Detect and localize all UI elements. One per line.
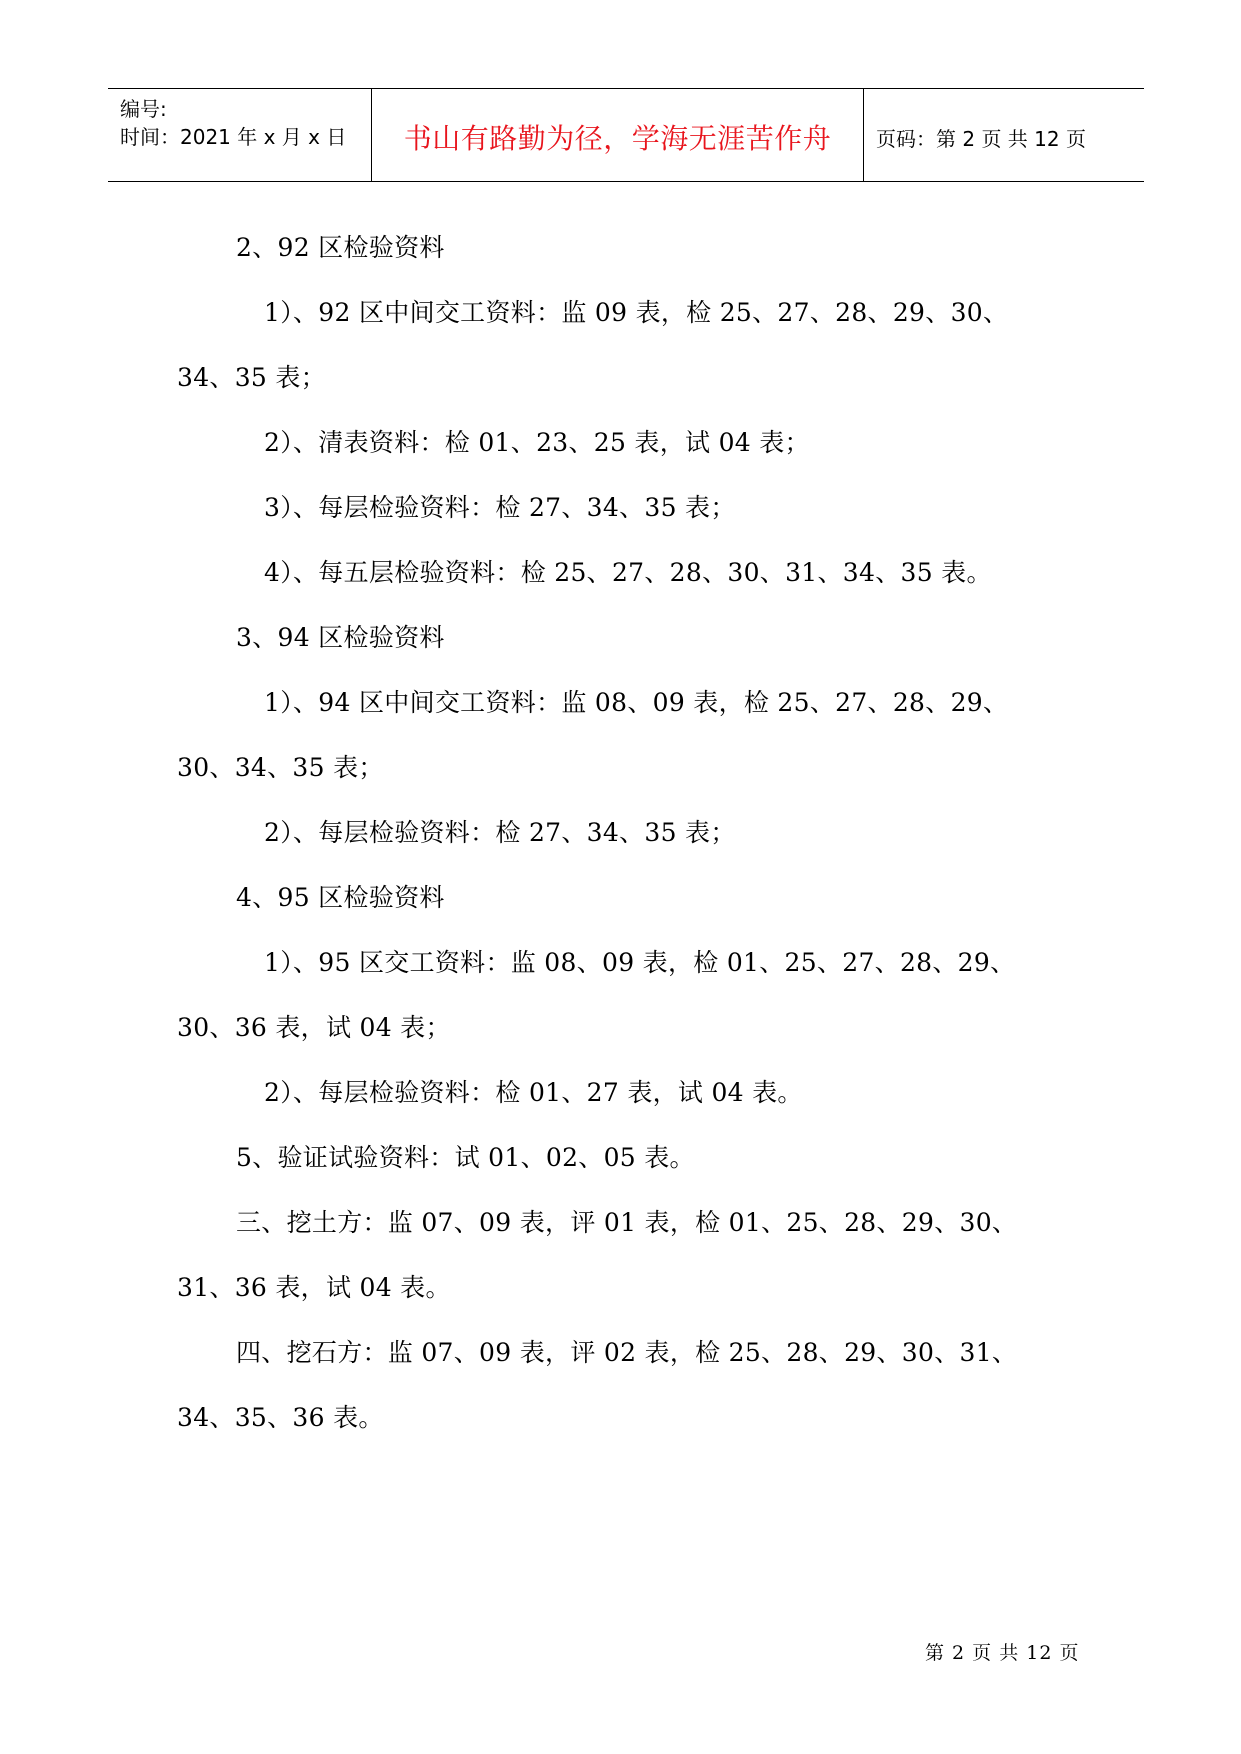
header-info-cell	[108, 89, 372, 181]
body-line: 2）、每层检验资料：检 01、27 表，试 04 表。	[264, 1078, 803, 1107]
page-code: 页码：第 2 页 共 12 页	[876, 127, 1086, 151]
body-line: 31、36 表，试 04 表。	[177, 1273, 451, 1302]
page-header	[108, 88, 1144, 182]
page-footer: 第 2 页 共 12 页	[925, 1642, 1080, 1664]
body-line: 四、挖石方：监 07、09 表，评 02 表，检 25、28、29、30、31、	[236, 1338, 1018, 1367]
body-line: 2）、每层检验资料：检 27、34、35 表；	[264, 818, 736, 847]
body-line: 2、92 区检验资料	[236, 233, 445, 262]
body-line: 4、95 区检验资料	[236, 883, 445, 912]
time-label: 时间：2021 年 x 月 x 日	[120, 125, 347, 149]
body-line: 1）、92 区中间交工资料：监 09 表，检 25、27、28、29、30、	[264, 298, 1009, 327]
body-line: 2）、清表资料：检 01、23、25 表，试 04 表；	[264, 428, 810, 457]
body-line: 3）、每层检验资料：检 27、34、35 表；	[264, 493, 736, 522]
motto-text: 书山有路勤为径，学海无涯苦作舟	[403, 122, 832, 155]
body-line: 1）、95 区交工资料：监 08、09 表，检 01、25、27、28、29、	[264, 948, 1016, 977]
body-line: 30、34、35 表；	[177, 753, 384, 782]
body-line: 3、94 区检验资料	[236, 623, 445, 652]
body-line: 34、35 表；	[177, 363, 326, 392]
number-label: 编号:	[120, 97, 167, 121]
body-line: 1）、94 区中间交工资料：监 08、09 表，检 25、27、28、29、	[264, 688, 1009, 717]
body-line: 5、验证试验资料：试 01、02、05 表。	[236, 1143, 695, 1172]
header-page-cell	[864, 89, 1144, 181]
body-line: 34、35、36 表。	[177, 1403, 384, 1432]
header-motto-cell	[372, 89, 864, 181]
body-line: 三、挖土方：监 07、09 表，评 01 表，检 01、25、28、29、30、	[236, 1208, 1018, 1237]
body-line: 30、36 表，试 04 表；	[177, 1013, 451, 1042]
body-line: 4）、每五层检验资料：检 25、27、28、30、31、34、35 表。	[264, 558, 992, 587]
